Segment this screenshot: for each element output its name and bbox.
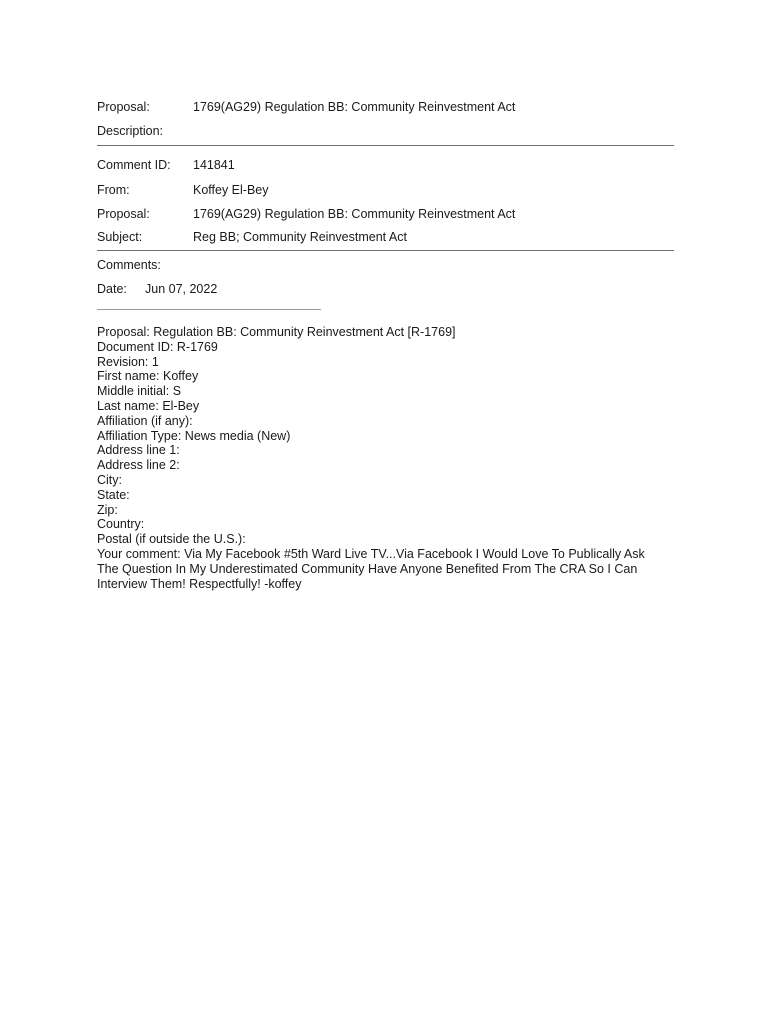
your-comment-text: Your comment: Via My Facebook #5th Ward Live TV...Via Facebook I Would Love To Publically Ask The Question In My Underestimated Community Have Anyone Benefited From The CRA So I Can Interview Them! Respectfully! -koffey — [97, 546, 645, 591]
comment-body — [97, 325, 667, 591]
subject-label: Subject: — [97, 230, 143, 244]
subject-row — [97, 229, 677, 245]
comment-id-label: Comment ID: — [97, 158, 171, 172]
body-line: City: — [97, 472, 122, 487]
date-value: Jun 07, 2022 — [145, 282, 218, 296]
body-line: Middle initial: S — [97, 384, 182, 399]
date-row — [97, 281, 218, 297]
body-line: Affiliation Type: News media (New) — [97, 428, 291, 443]
subject-value: Reg BB; Community Reinvestment Act — [193, 230, 407, 244]
header-proposal-label: Proposal: — [97, 100, 150, 114]
body-line: Last name: El-Bey — [97, 398, 200, 413]
meta-proposal-label: Proposal: — [97, 207, 150, 221]
body-line: Zip: — [97, 502, 118, 517]
header-description-row — [97, 123, 677, 139]
comments-label: Comments: — [97, 258, 161, 272]
body-line: State: — [97, 487, 130, 502]
header-description-label: Description: — [97, 124, 163, 138]
header-proposal-row — [97, 99, 677, 115]
from-row — [97, 182, 677, 198]
body-line: First name: Koffey — [97, 369, 199, 384]
body-line: Country: — [97, 517, 145, 532]
comment-id-value: 141841 — [193, 158, 235, 172]
divider-top — [97, 145, 674, 146]
divider-middle — [97, 250, 674, 251]
body-line: Affiliation (if any): — [97, 413, 193, 428]
header-proposal-value: 1769(AG29) Regulation BB: Community Reinvestment Act — [193, 100, 516, 114]
body-line: Document ID: R-1769 — [97, 339, 218, 354]
body-line: Revision: 1 — [97, 354, 159, 369]
comment-id-row — [97, 157, 677, 173]
from-value: Koffey El-Bey — [193, 183, 269, 197]
body-line: Address line 1: — [97, 443, 180, 458]
body-line: Address line 2: — [97, 458, 180, 473]
body-line: Proposal: Regulation BB: Community Reinvestment Act [R-1769] — [97, 325, 456, 339]
separator-line — [97, 309, 321, 310]
date-label: Date: — [97, 282, 127, 296]
body-line: Postal (if outside the U.S.): — [97, 532, 246, 547]
from-label: From: — [97, 183, 130, 197]
meta-proposal-value: 1769(AG29) Regulation BB: Community Reinvestment Act — [193, 207, 516, 221]
meta-proposal-row — [97, 206, 677, 222]
